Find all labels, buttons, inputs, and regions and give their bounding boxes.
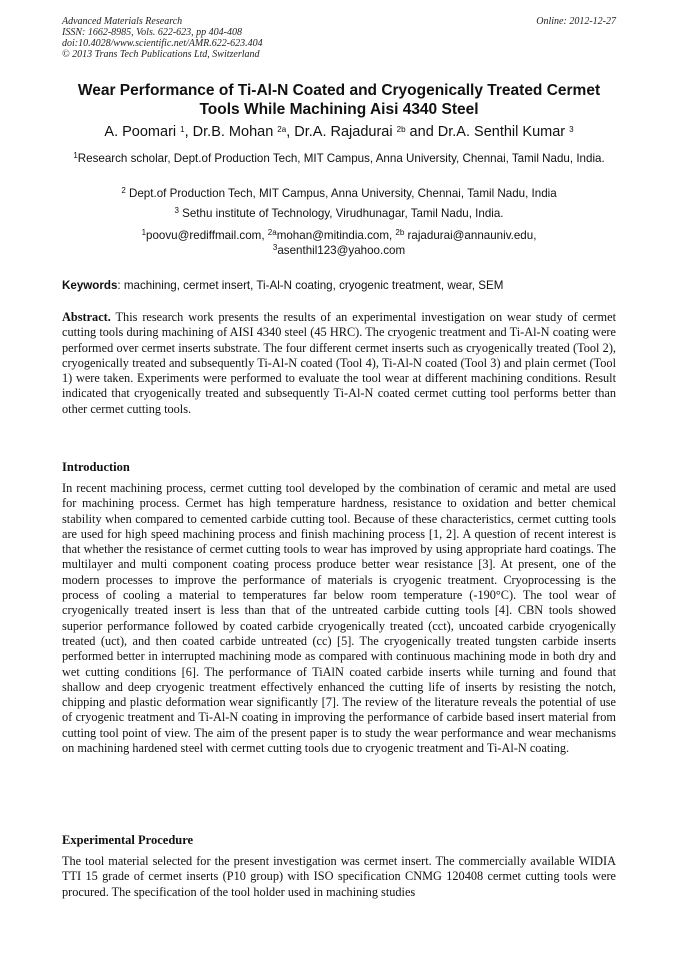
author-name: Dr.A. Senthil Kumar — [437, 124, 570, 140]
experimental-heading: Experimental Procedure — [62, 833, 194, 847]
email-address[interactable]: poovu@rediffmail.com, — [146, 229, 268, 242]
experimental-paragraph: The tool material selected for the present investigation was cermet insert. The commercially available WIDIA TTI 15 grade of cermet inserts (P10 group) with ISO specification CNMG 120408 cermet cutting tools were procured. The specification of the tool holder used in machining studies — [62, 854, 616, 899]
author-separator: and — [405, 124, 438, 140]
journal-name: Advanced Materials Research — [62, 16, 183, 27]
email-address[interactable]: asenthil123@yahoo.com — [277, 244, 406, 257]
paper-title: Wear Performance of Ti-Al-N Coated and Cryogenically Treated Cermet Tools While Machining Aisi 4340 Steel — [77, 82, 601, 118]
email-sup: 2a — [267, 228, 277, 237]
author-name: Dr.A. Rajadurai — [294, 124, 397, 140]
affiliation-sup: 3 — [174, 206, 179, 215]
affiliation-3 — [62, 206, 616, 221]
affiliation-sup: 1 — [73, 151, 78, 160]
online-date: Online: 2012-12-27 — [536, 16, 616, 27]
issn-line: ISSN: 1662-8985, Vols. 622-623, pp 404-408 — [62, 27, 242, 38]
copyright-line: © 2013 Trans Tech Publications Ltd, Switzerland — [62, 49, 260, 60]
affiliation-text: Research scholar, Dept.of Production Tech, MIT Campus, Anna University, Chennai, Tamil Nadu, India. — [77, 152, 605, 165]
email-address[interactable]: mohan@mitindia.com, — [276, 229, 396, 242]
author-name: A. Poomari — [104, 124, 181, 140]
author-sup: 2a — [277, 125, 287, 134]
author-separator: , — [184, 124, 193, 140]
keywords-label: Keywords — [62, 279, 118, 292]
journal-info — [62, 16, 263, 60]
email-sup: 2b — [395, 228, 405, 237]
affiliation-1 — [62, 151, 616, 166]
doi-line[interactable]: doi:10.4028/www.scientific.net/AMR.622-623.404 — [62, 38, 263, 49]
abstract-paragraph — [62, 310, 616, 417]
email-sup: 3 — [272, 243, 278, 252]
author-sup: 2b — [396, 125, 406, 134]
affiliation-text: Sethu institute of Technology, Virudhunagar, Tamil Nadu, India. — [178, 207, 504, 220]
keywords-line — [62, 278, 616, 293]
introduction-heading: Introduction — [62, 460, 130, 474]
affiliation-text: Dept.of Production Tech, MIT Campus, Anna University, Chennai, Tamil Nadu, India — [125, 187, 557, 200]
abstract-label: Abstract. — [62, 310, 111, 324]
email-address[interactable]: rajadurai@annauniv.edu, — [404, 229, 537, 242]
author-separator: , — [286, 124, 295, 140]
introduction-paragraph: In recent machining process, cermet cutting tool developed by the combination of ceramic and metal are used for machining process. Cermet has high temperature hardness, resistance to oxidation and better chemical stability when compared to cemented carbide cutting tool. Because of these characteristics, cermet cutting tools are used for high speed machining process and finish machining process [1, 2]. A question of recent interest is that whether the resistance of cermet cutting tools to wear has improved by using appropriate hard coatings. The multilayer and multi component coating process produce better wear resistance [3]. At present, one of the modern processes to improve the performance of materials is cryogenic treatment. Cryoprocessing is the process of cooling a material to temperatures far below room temperature (-190°C). The tool wear of cryogenically treated insert is less than that of the untreated carbide cutting tools [4]. CBN tools showed superior performance followed by coated carbide cryogenically treated (cct), uncoated carbide cryogenically treated (uct), and then coated carbide untreated (cc) [5]. The cryogenically treated tungsten carbide inserts performed better in interrupted machining mode as compared with continuous machining mode in both dry and wet cutting conditions [6]. The performance of TiAlN coated carbide inserts while turning and found that shallow and deep cryogenic treatment effectively enhanced the cutting life of inserts by resisting the notch, chipping and plastic deformation wear significantly [7]. The review of the literature reveals the potential of use of cryogenic treatment and Ti-Al-N coating in improving the performance of carbide based insert material from cutting tool point of view. The aim of the present paper is to study the wear performance and wear mechanisms on machining hardened steel with cermet cutting tools due to cryogenic treatment and Ti-Al-N coating. — [62, 481, 616, 756]
author-sup: 1 — [180, 125, 185, 134]
author-name: Dr.B. Mohan — [192, 124, 278, 140]
author-sup: 3 — [569, 125, 574, 134]
keywords-text: : machining, cermet insert, Ti-Al-N coating, cryogenic treatment, wear, SEM — [117, 279, 504, 292]
email-list — [62, 228, 616, 258]
author-list — [62, 123, 616, 141]
abstract-text: This research work presents the results of an experimental investigation on wear study of cermet cutting tools during machining of AISI 4340 steel (45 HRC). The cryogenic treatment and Ti-Al-N coating were performed over cermet inserts substrate. The four different cermet inserts such as cryogenically treated (Tool 2), cryogenically treated and subsequently Ti-Al-N coated (Tool 4), Ti-Al-N coated (Tool 3) and plain cermet (Tool 1) were taken. Experiments were performed to evaluate the tool wear at different machining conditions. Result indicated that cryogenically treated and subsequently Ti-Al-N coated cermet cutting tool performs better than other cermet cutting tools. — [62, 310, 616, 416]
affiliation-sup: 2 — [121, 186, 126, 195]
email-sup: 1 — [141, 228, 147, 237]
affiliation-2 — [62, 186, 616, 201]
